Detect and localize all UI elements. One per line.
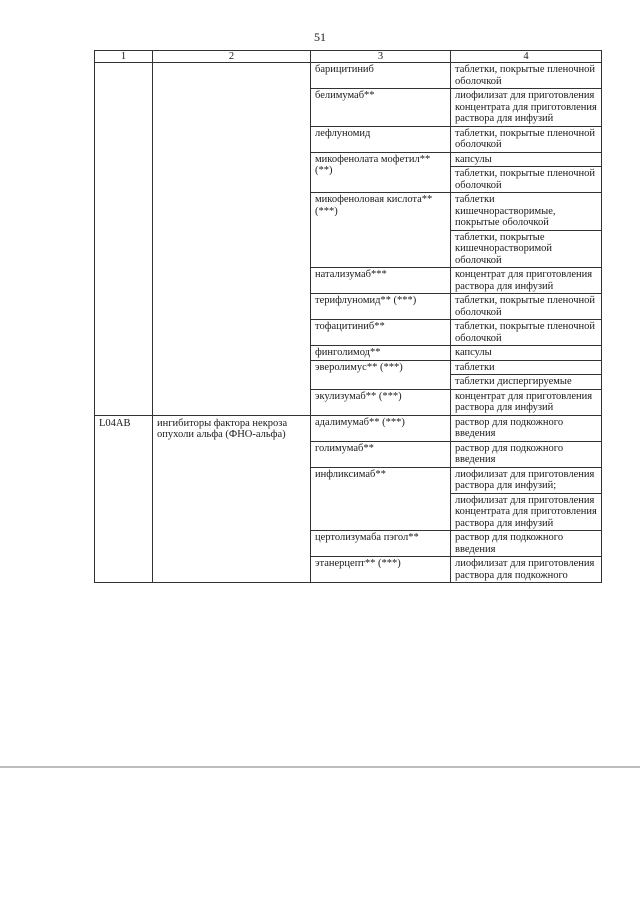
dosage-form-cell: раствор для подкожного введения [451,441,602,467]
drug-name-cell: натализумаб*** [311,268,451,294]
table-body [95,63,602,583]
drug-name-cell: тофацитиниб** [311,320,451,346]
atc-code-cell [95,63,153,416]
drug-name-cell: этанерцепт** (***) [311,557,451,583]
drug-name-cell: терифлуномид** (***) [311,294,451,320]
column-header: 4 [451,51,602,63]
dosage-form-cell: таблетки [451,360,602,375]
drug-name-cell: микофенолата мофетил** (**) [311,152,451,193]
drug-name-cell: голимумаб** [311,441,451,467]
dosage-form-cell: раствор для подкожного введения [451,531,602,557]
dosage-form-cell: концентрат для приготовления раствора для инфузий [451,268,602,294]
dosage-form-cell: лиофилизат для приготовления раствора для подкожного [451,557,602,583]
dosage-form-cell: лиофилизат для приготовления концентрата для приготовления раствора для инфузий [451,89,602,127]
drug-table [94,50,602,583]
atc-code-cell: L04AB [95,415,153,583]
drug-name-cell: эверолимус** (***) [311,360,451,389]
dosage-form-cell: таблетки кишечнорастворимые, покрытые оболочкой [451,193,602,231]
drug-name-cell: экулизумаб** (***) [311,389,451,415]
page-number: 51 [314,30,326,44]
dosage-form-cell: капсулы [451,152,602,167]
drug-name-cell: лефлуномид [311,126,451,152]
dosage-form-cell: таблетки, покрытые кишечнорастворимой оболочкой [451,230,602,268]
dosage-form-cell: таблетки, покрытые пленочной оболочкой [451,126,602,152]
drug-name-cell: финголимод** [311,346,451,361]
dosage-form-cell: таблетки, покрытые пленочной оболочкой [451,167,602,193]
atc-group-cell [153,63,311,416]
dosage-form-cell: лиофилизат для приготовления раствора для инфузий; [451,467,602,493]
column-header: 1 [95,51,153,63]
dosage-form-cell: таблетки, покрытые пленочной оболочкой [451,294,602,320]
atc-group-cell: ингибиторы фактора некроза опухоли альфа (ФНО-альфа) [153,415,311,583]
dosage-form-cell: таблетки диспергируемые [451,375,602,390]
drug-name-cell: белимумаб** [311,89,451,127]
column-header: 3 [311,51,451,63]
table-row [95,63,602,89]
dosage-form-cell: таблетки, покрытые пленочной оболочкой [451,320,602,346]
drug-name-cell: барицитиниб [311,63,451,89]
dosage-form-cell: лиофилизат для приготовления концентрата для приготовления раствора для инфузий [451,493,602,531]
drug-name-cell: инфликсимаб** [311,467,451,531]
dosage-form-cell: раствор для подкожного введения [451,415,602,441]
drug-name-cell: адалимумаб** (***) [311,415,451,441]
table-row [95,415,602,441]
column-header: 2 [153,51,311,63]
header-row [95,51,602,63]
dosage-form-cell: концентрат для приготовления раствора для инфузий [451,389,602,415]
scan-edge [0,766,640,768]
drug-name-cell: цертолизумаба пэгол** [311,531,451,557]
dosage-form-cell: капсулы [451,346,602,361]
dosage-form-cell: таблетки, покрытые пленочной оболочкой [451,63,602,89]
drug-name-cell: микофеноловая кислота** (***) [311,193,451,268]
